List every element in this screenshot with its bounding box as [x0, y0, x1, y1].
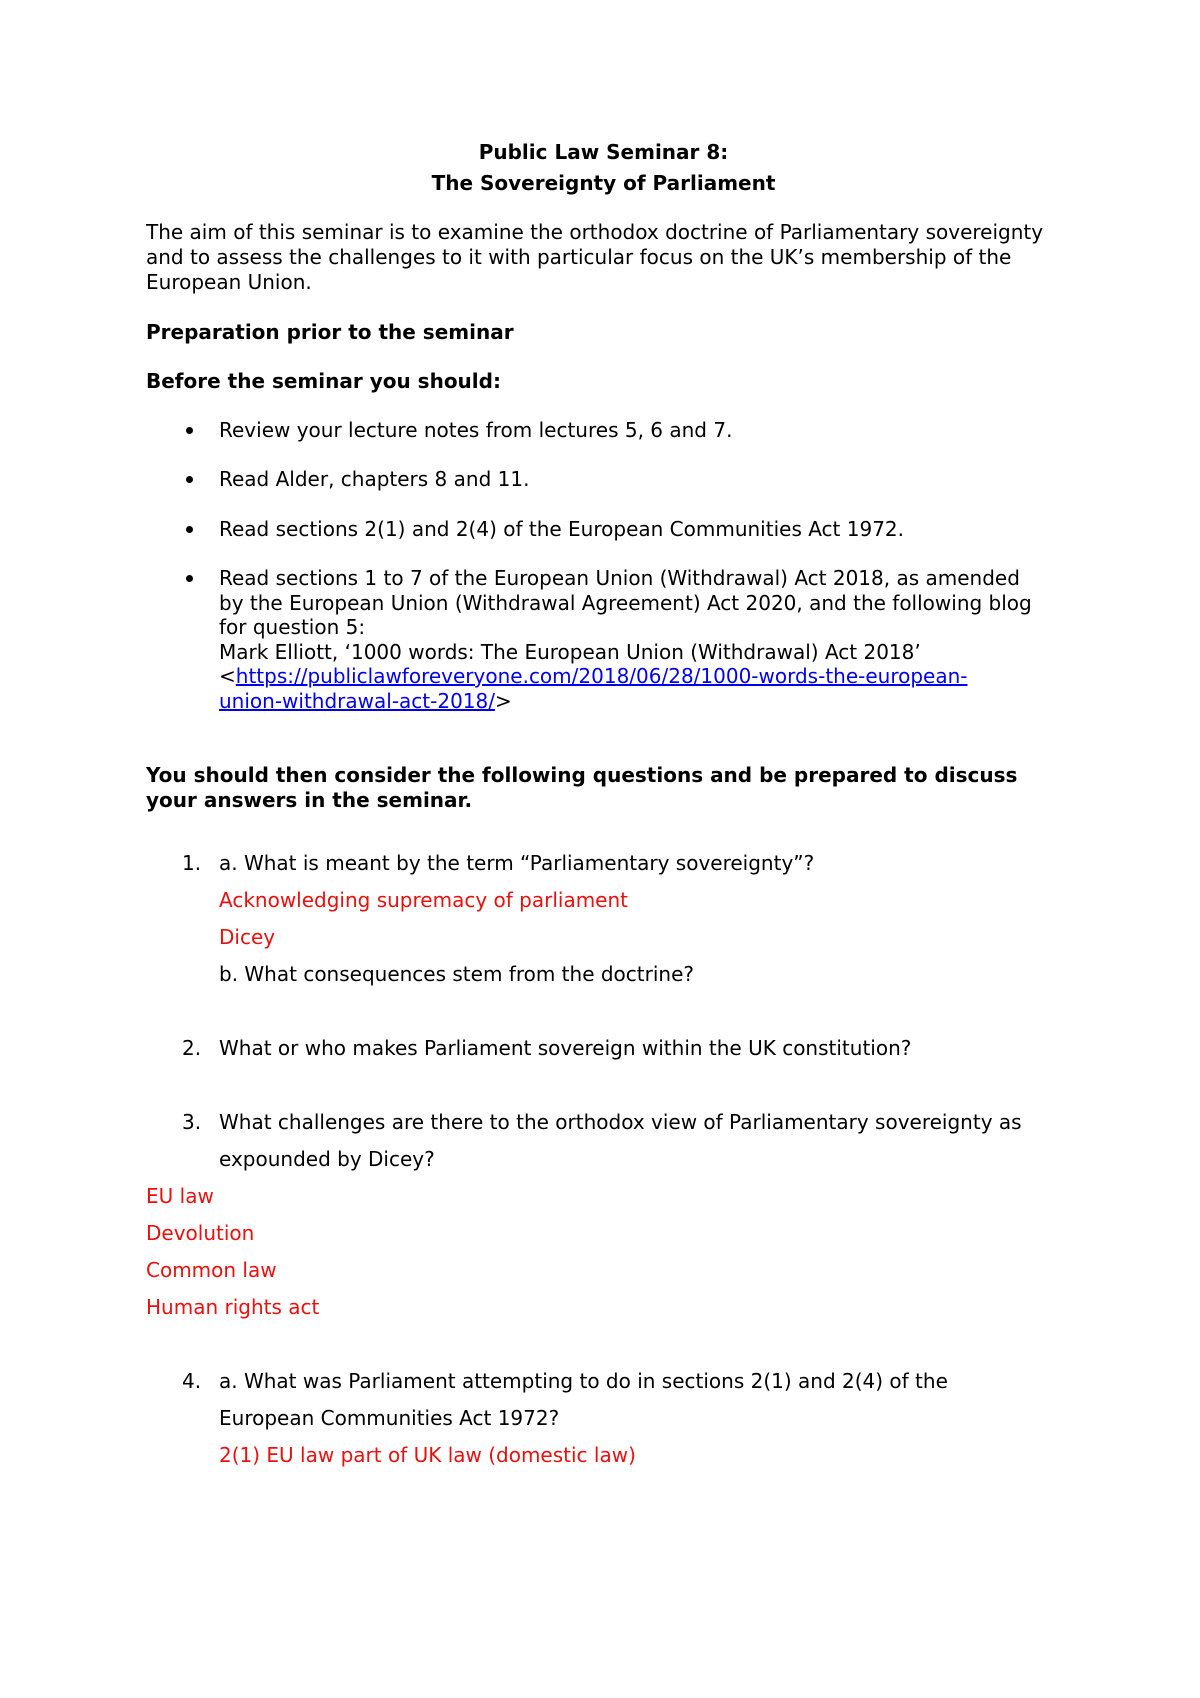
- question-1-note: Dicey: [219, 925, 276, 949]
- bullet-dot-icon: [186, 427, 193, 434]
- bullet-dot-icon: [186, 526, 193, 533]
- question-1-number: 1.: [182, 851, 202, 875]
- question-3-line2: expounded by Dicey?: [219, 1147, 435, 1171]
- question-3-note: Devolution: [146, 1221, 255, 1245]
- question-3-line1: What challenges are there to the orthodox view of Parliamentary sovereignty as: [219, 1110, 1022, 1134]
- bullet-item-4-line2: by the European Union (Withdrawal Agreement) Act 2020, and the following blog: [219, 591, 1032, 615]
- blog-link-continued[interactable]: union-withdrawal-act-2018/: [219, 689, 495, 713]
- page-title-line2: The Sovereignty of Parliament: [431, 171, 776, 195]
- bullet-item-1: Review your lecture notes from lectures 5, 6 and 7.: [219, 418, 733, 442]
- blog-citation: Mark Elliott, ‘1000 words: The European Union (Withdrawal) Act 2018’: [219, 640, 921, 664]
- question-3-number: 3.: [182, 1110, 202, 1134]
- questions-intro-line2: your answers in the seminar.: [146, 788, 473, 812]
- question-4-line1: a. What was Parliament attempting to do in sections 2(1) and 2(4) of the: [219, 1369, 948, 1393]
- blog-link-line1: [219, 664, 968, 688]
- intro-line3: European Union.: [146, 270, 312, 294]
- question-4-note: 2(1) EU law part of UK law (domestic law): [219, 1443, 636, 1467]
- page-title-line1: Public Law Seminar 8:: [478, 140, 729, 164]
- question-4-line2: European Communities Act 1972?: [219, 1406, 560, 1430]
- question-3-note: Common law: [146, 1258, 277, 1282]
- intro-line2: and to assess the challenges to it with particular focus on the UK’s membership of the: [146, 245, 1012, 269]
- preparation-subheading: Before the seminar you should:: [146, 369, 501, 393]
- question-2: What or who makes Parliament sovereign within the UK constitution?: [219, 1036, 912, 1060]
- bullet-item-3: Read sections 2(1) and 2(4) of the European Communities Act 1972.: [219, 517, 904, 541]
- question-3-note: EU law: [146, 1184, 214, 1208]
- bullet-item-4-line3: for question 5:: [219, 615, 366, 639]
- question-3-note: Human rights act: [146, 1295, 320, 1319]
- bullet-item-4-line1: Read sections 1 to 7 of the European Union (Withdrawal) Act 2018, as amended: [219, 566, 1020, 590]
- question-2-number: 2.: [182, 1036, 202, 1060]
- bullet-dot-icon: [186, 575, 193, 582]
- preparation-heading: Preparation prior to the seminar: [146, 320, 514, 344]
- questions-intro-line1: You should then consider the following questions and be prepared to discuss: [146, 763, 1018, 787]
- bullet-dot-icon: [186, 476, 193, 483]
- question-1-note: Acknowledging supremacy of parliament: [219, 888, 629, 912]
- blog-link-line2: [219, 689, 512, 713]
- question-4-number: 4.: [182, 1369, 202, 1393]
- link-close-bracket: >: [494, 689, 512, 713]
- blog-link[interactable]: https://publiclawforeveryone.com/2018/06/28/1000-words-the-european-: [235, 664, 968, 688]
- bullet-item-2: Read Alder, chapters 8 and 11.: [219, 467, 530, 491]
- question-1b: b. What consequences stem from the doctrine?: [219, 962, 695, 986]
- intro-line1: The aim of this seminar is to examine the orthodox doctrine of Parliamentary sovereignty: [146, 220, 1044, 244]
- question-1a: a. What is meant by the term “Parliamentary sovereignty”?: [219, 851, 815, 875]
- link-open-bracket: <: [219, 664, 236, 688]
